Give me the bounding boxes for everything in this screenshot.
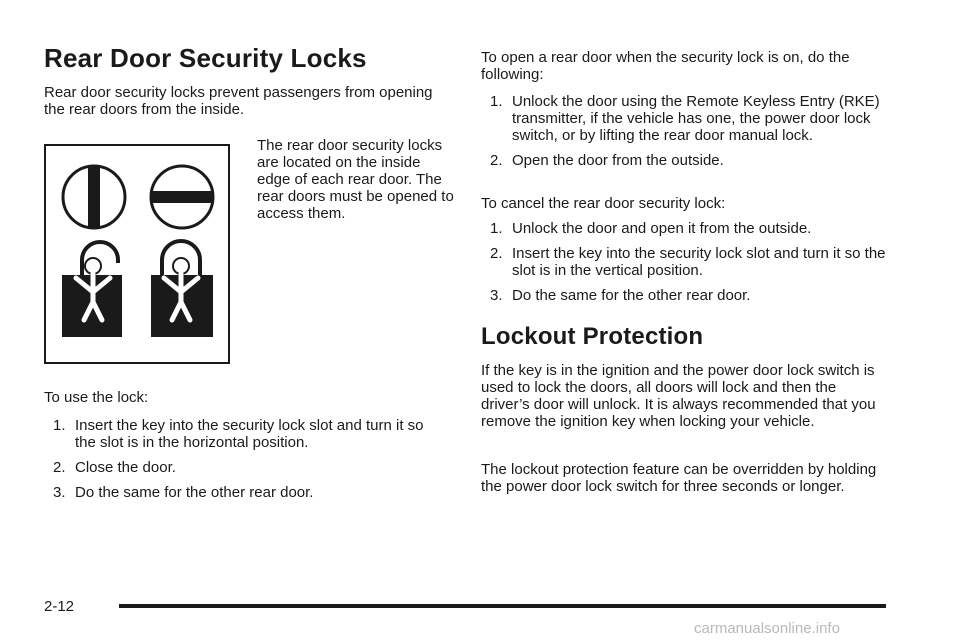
cancel-lock-steps [481, 220, 901, 312]
intro-paragraph: Rear door security locks prevent passengers from opening the rear doors from the inside. [44, 84, 433, 118]
step-text: Do the same for the other rear door. [512, 287, 751, 304]
section-title: Rear Door Security Locks [44, 43, 367, 73]
horizontal-slot-icon [151, 166, 213, 228]
list-item [481, 152, 901, 169]
security-lock-illustration [44, 144, 230, 364]
child-lock-left-icon [62, 242, 122, 337]
step-text: Unlock the door using the Remote Keyless Entry (RKE) transmitter, if the vehicle has one, the power door lock switch, or by lifting the rear door manual lock. [512, 93, 880, 144]
step-number: 2. [490, 152, 503, 169]
step-number: 2. [490, 245, 503, 262]
open-door-steps [481, 93, 901, 177]
figure-caption: The rear door security locks are located on the inside edge of each rear door. The rear doors must be opened to access them. [257, 137, 454, 222]
watermark: carmanualsonline.info [694, 620, 840, 637]
use-lock-steps [44, 417, 444, 509]
step-number: 1. [53, 417, 66, 434]
step-number: 3. [490, 287, 503, 304]
step-number: 3. [53, 484, 66, 501]
list-item [481, 287, 901, 304]
list-item [481, 245, 901, 279]
vertical-slot-icon [63, 166, 125, 228]
step-text: Open the door from the outside. [512, 152, 724, 169]
list-item [44, 459, 444, 476]
step-number: 2. [53, 459, 66, 476]
footer-rule [119, 604, 886, 608]
open-door-intro: To open a rear door when the security lock is on, do the following: [481, 49, 850, 83]
step-text: Insert the key into the security lock slot and turn it so the slot is in the horizontal position. [75, 417, 424, 451]
lockout-paragraph-1: If the key is in the ignition and the power door lock switch is used to lock the doors, all doors will lock and then the driver’s door will unlock. It is always recommended that you remove the ignition key when locking your vehicle. [481, 362, 876, 430]
use-lock-intro: To use the lock: [44, 389, 149, 406]
list-item [481, 93, 901, 144]
step-text: Insert the key into the security lock slot and turn it so the slot is in the vertical position. [512, 245, 886, 279]
step-number: 1. [490, 93, 503, 110]
step-number: 1. [490, 220, 503, 237]
list-item [44, 484, 444, 501]
lockout-paragraph-2: The lockout protection feature can be overridden by holding the power door lock switch for three seconds or longer. [481, 461, 877, 495]
lockout-title: Lockout Protection [481, 323, 704, 350]
step-text: Unlock the door and open it from the outside. [512, 220, 812, 237]
page-number: 2-12 [44, 598, 75, 615]
step-text: Close the door. [75, 459, 176, 476]
lock-diagram [52, 152, 222, 356]
child-lock-right-icon [151, 241, 213, 337]
list-item [481, 220, 901, 237]
step-text: Do the same for the other rear door. [75, 484, 314, 501]
cancel-lock-intro: To cancel the rear door security lock: [481, 195, 726, 212]
list-item [44, 417, 444, 451]
